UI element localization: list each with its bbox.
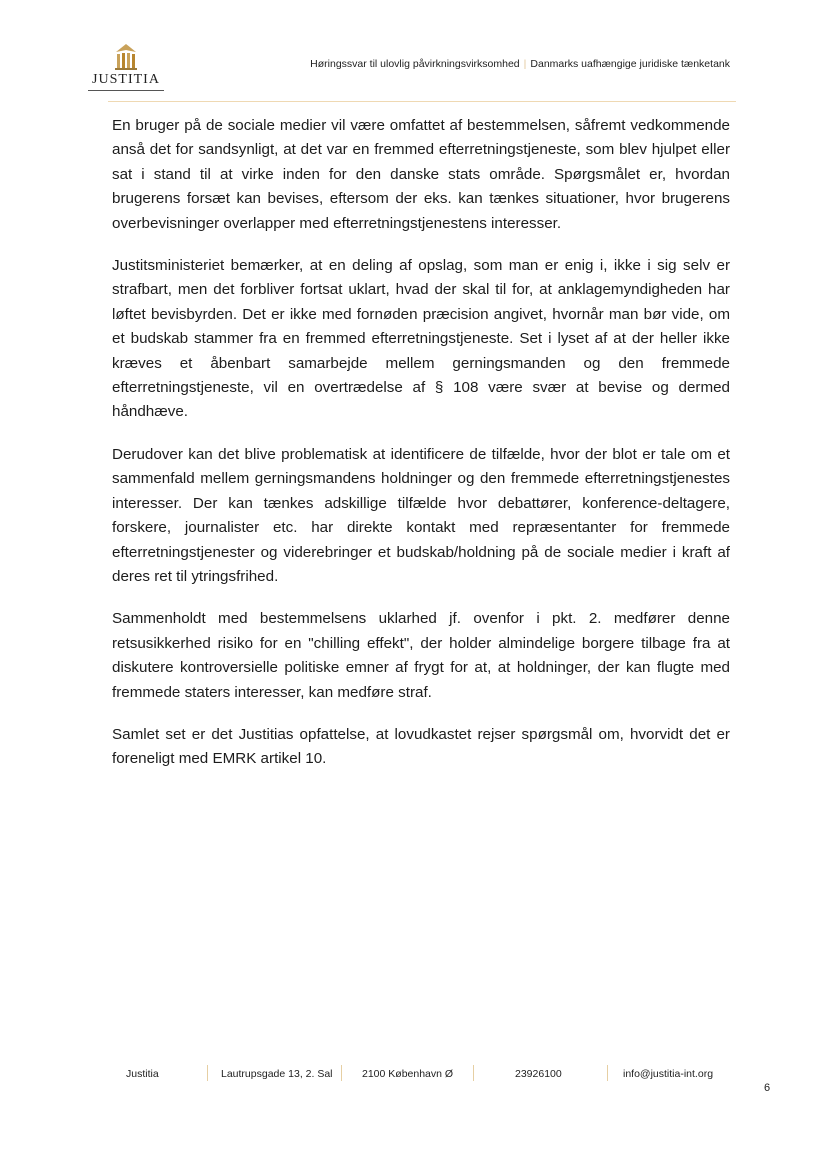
footer-divider: [473, 1065, 474, 1081]
page-number: 6: [764, 1082, 771, 1094]
paragraph: Samlet set er det Justitias opfattelse, at lovudkastet rejser spørgsmål om, hvorvidt det er foreneligt med EMRK artikel 10.: [112, 725, 730, 768]
footer-org: Justitia: [126, 1068, 159, 1080]
header-title: [310, 58, 730, 70]
footer-address: Lautrupsgade 13, 2. Sal: [221, 1068, 333, 1080]
body-text: [112, 114, 730, 790]
footer-divider: [207, 1065, 208, 1081]
header-separator: |: [523, 58, 527, 70]
logo-underline: [88, 90, 164, 91]
paragraph: Sammenholdt med bestemmelsens uklarhed jf. ovenfor i pkt. 2. medfører denne retsusikkerhed risiko for en "chilling effekt", der holder almindelige borgere tilbage fra at diskutere kontroversielle politiske emner af frygt for at, at holdninger, der kan flugte med fremmede staters interesser, kan medføre straf.: [112, 610, 730, 701]
org-tagline: Danmarks uafhængige juridiske tænketank: [530, 58, 730, 70]
justitia-logo: [84, 42, 168, 92]
paragraph: En bruger på de sociale medier vil være omfattet af bestemmelsen, såfremt vedkommende anså det for sandsynligt, at det var en fremmed efterretningstjeneste, som blev hjulpet eller sat i stand til at virke inden for den danske stats område. Spørgsmålet er, hvordan brugerens forsæt kan bevises, eftersom der eks. kan tænkes situationer, hvor brugerens overbevisninger overlapper med efterretningstjenestens interesser.: [112, 117, 730, 232]
paragraph: Justitsministeriet bemærker, at en deling af opslag, som man er enig i, ikke i sig selv er strafbart, men det forbliver fortsat uklart, hvad der skal til for, at anklagemyndigheden har løftet bevisbyrden. Det er ikke med fornøden præcision angivet, hvornår man bør vide, om et budskab stammer fra en fremmed efterretningstjeneste. Set i lyset af at der heller ikke kræves et åbenbart samarbejde mellem gerningsmanden og den fremmede efterretningstjeneste, vil en overtrædelse af § 108 være svær at bevise og dermed håndhæve.: [112, 257, 730, 421]
page-footer: [0, 1062, 828, 1086]
footer-divider: [607, 1065, 608, 1081]
footer-phone: 23926100: [515, 1068, 562, 1080]
footer-email: info@justitia-int.org: [623, 1068, 714, 1080]
paragraph: Derudover kan det blive problematisk at identificere de tilfælde, hvor der blot er tale om et sammenfald mellem gerningsmandens holdninger og den fremmede efterretningstjenestes interesser. Der kan tænkes adskillige tilfælde hvor debattører, konference-deltagere, forskere, journalister etc. har direkte kontakt med repræsentanter for fremmede efterretningstjenester og viderebringer et budskab/holdning på de sociale medier i kraft af deres ret til ytringsfrihed.: [112, 445, 730, 585]
page-header: [0, 0, 828, 110]
header-divider: [108, 101, 736, 102]
footer-divider: [341, 1065, 342, 1081]
logo-wordmark: JUSTITIA: [92, 72, 160, 87]
document-title: Høringssvar til ulovlig påvirkningsvirksomhed: [310, 58, 520, 70]
pillars-logo-icon: [106, 42, 146, 72]
footer-city: 2100 København Ø: [362, 1068, 454, 1080]
